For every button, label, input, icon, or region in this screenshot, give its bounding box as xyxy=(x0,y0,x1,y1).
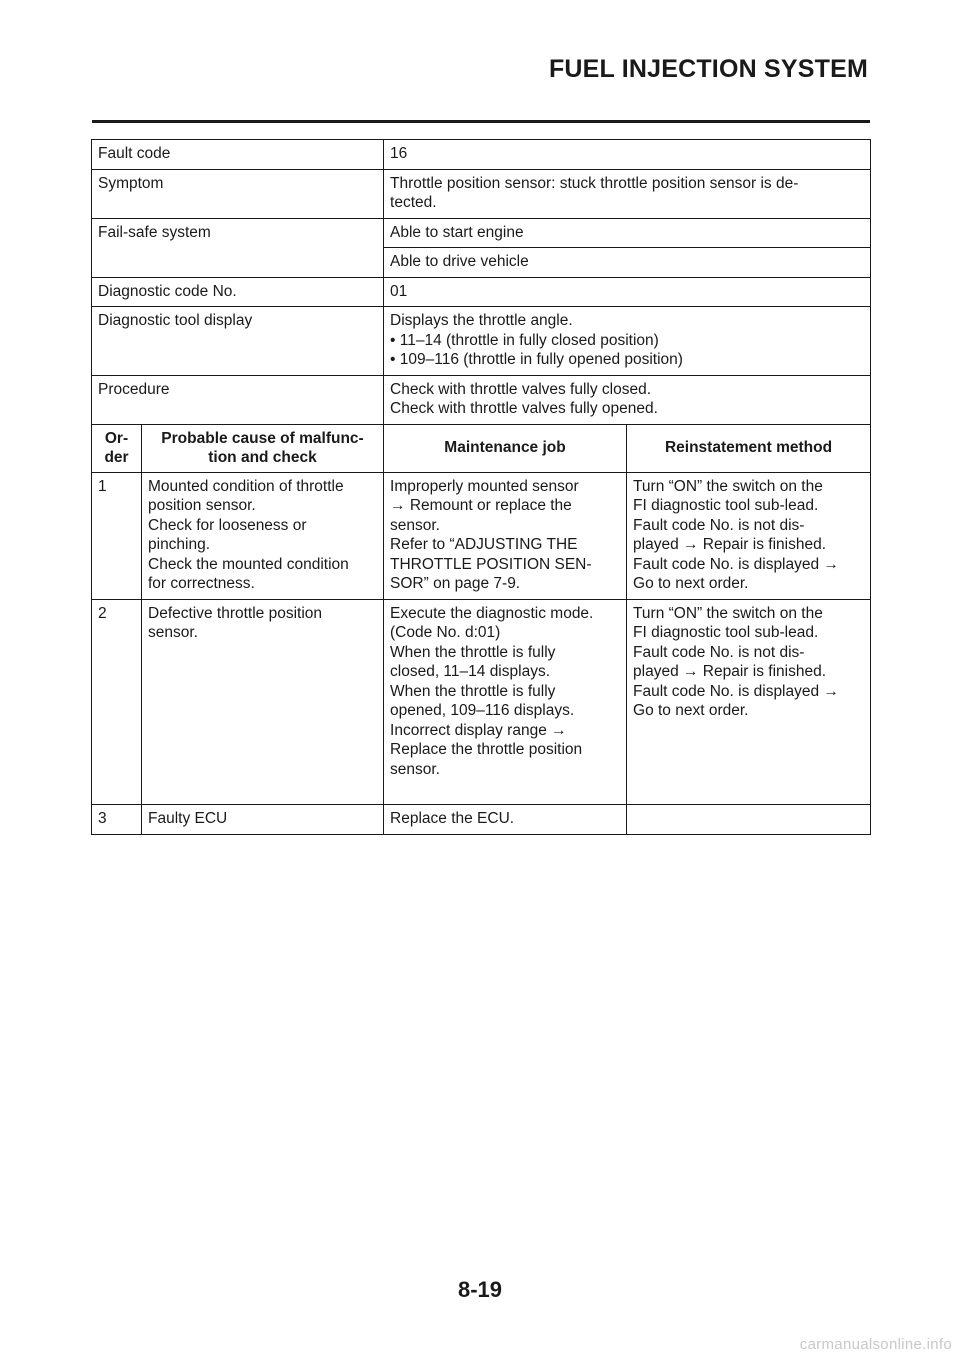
table-header-row xyxy=(92,424,871,472)
table-row xyxy=(92,599,871,805)
row-job: Replace the ECU. xyxy=(384,805,627,835)
row-cause: Mounted condition of throttle position sensor. Check for looseness or pinching. Check the mounted condition for correctness. xyxy=(142,472,384,599)
fault-code-row xyxy=(92,140,871,170)
diag-display-line: • 109–116 (throttle in fully opened position) xyxy=(390,351,683,368)
row-reinstate: Turn “ON” the switch on the FI diagnostic tool sub-lead. Fault code No. is not dis- played → Repair is finished. Fault code No. is displayed → Go to next order. xyxy=(627,599,871,805)
fault-table xyxy=(91,139,871,835)
symptom-value: Throttle position sensor: stuck throttle position sensor is de- tected. xyxy=(384,169,871,218)
procedure-value xyxy=(384,375,871,424)
row-cause: Defective throttle position sensor. xyxy=(142,599,384,805)
diag-display-row xyxy=(92,307,871,376)
row-reinstate xyxy=(627,805,871,835)
row-cause: Faulty ECU xyxy=(142,805,384,835)
header-cause: Probable cause of malfunc- tion and check xyxy=(142,424,384,472)
watermark: carmanualsonline.info xyxy=(799,1336,952,1353)
procedure-line: Check with throttle valves fully closed. xyxy=(390,380,652,398)
fault-code-value: 16 xyxy=(384,140,871,170)
failsafe-row xyxy=(92,218,871,248)
page-number: 8-19 xyxy=(457,1277,503,1302)
row-order: 3 xyxy=(92,805,142,835)
diag-code-value: 01 xyxy=(384,277,871,307)
diag-display-label: Diagnostic tool display xyxy=(92,307,384,376)
row-order: 1 xyxy=(92,472,142,599)
title-divider xyxy=(92,120,870,123)
fault-code-label: Fault code xyxy=(92,140,384,170)
procedure-row xyxy=(92,375,871,424)
failsafe-value-start: Able to start engine xyxy=(384,218,871,248)
diag-code-row xyxy=(92,277,871,307)
table-row xyxy=(92,472,871,599)
diag-display-line: Displays the throttle angle. xyxy=(390,312,573,329)
row-job: Execute the diagnostic mode. (Code No. d:01) When the throttle is fully closed, 11–14 displays. When the throttle is fully opened, 109–116 displays. Incorrect display range → Replace the throttle position sensor. xyxy=(384,599,627,805)
header-order: Or- der xyxy=(92,424,142,472)
header-reinstate: Reinstatement method xyxy=(627,424,871,472)
diag-display-line: • 11–14 (throttle in fully closed position) xyxy=(390,331,659,349)
header-job: Maintenance job xyxy=(384,424,627,472)
procedure-line: Check with throttle valves fully opened. xyxy=(390,400,658,417)
procedure-label: Procedure xyxy=(92,375,384,424)
table-row xyxy=(92,805,871,835)
row-reinstate: Turn “ON” the switch on the FI diagnostic tool sub-lead. Fault code No. is not dis- played → Repair is finished. Fault code No. is displayed → Go to next order. xyxy=(627,472,871,599)
diag-code-label: Diagnostic code No. xyxy=(92,277,384,307)
symptom-row xyxy=(92,169,871,218)
failsafe-label: Fail-safe system xyxy=(92,218,384,277)
failsafe-value-drive: Able to drive vehicle xyxy=(384,248,871,278)
row-job: Improperly mounted sensor → Remount or replace the sensor. Refer to “ADJUSTING THE THROTTLE POSITION SEN- SOR” on page 7-9. xyxy=(384,472,627,599)
symptom-label: Symptom xyxy=(92,169,384,218)
page-title: FUEL INJECTION SYSTEM xyxy=(548,55,868,83)
diag-display-value xyxy=(384,307,871,376)
row-order: 2 xyxy=(92,599,142,805)
